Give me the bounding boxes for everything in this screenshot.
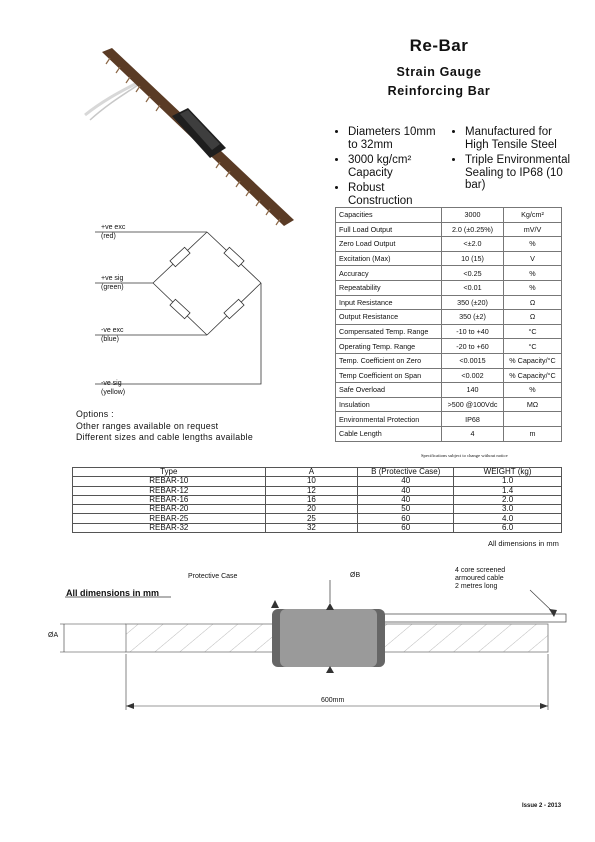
spec-unit: Ω xyxy=(504,310,562,325)
spec-unit: % Capacity/°C xyxy=(504,353,562,368)
table-row xyxy=(336,310,562,325)
feature-item: • Manufactured for High Tensile Steel xyxy=(465,126,578,151)
table-row xyxy=(336,383,562,398)
spec-parameter: Environmental Protection xyxy=(336,412,442,427)
spec-unit: mV/V xyxy=(504,222,562,237)
col-header-weight: WEIGHT (kg) xyxy=(454,468,562,477)
options-block xyxy=(76,409,253,444)
feature-item: • Robust Construction xyxy=(348,182,446,207)
wire-label-neg-exc: -ve exc (blue) xyxy=(101,327,124,343)
issue-label: Issue 2 - 2013 xyxy=(522,803,562,809)
table-row xyxy=(336,222,562,237)
table-row xyxy=(336,295,562,310)
spec-parameter: Compensated Temp. Range xyxy=(336,324,442,339)
cell-type: REBAR-32 xyxy=(73,523,266,532)
spec-note: Specifications subject to change without notice xyxy=(421,453,508,458)
table-row xyxy=(73,514,562,523)
spec-parameter: Insulation xyxy=(336,397,442,412)
cable-label: 4 core screened armoured cable 2 metres long xyxy=(455,567,506,590)
cell-type: REBAR-10 xyxy=(73,477,266,486)
table-row xyxy=(336,426,562,441)
spec-parameter: Temp. Coefficient on Zero xyxy=(336,353,442,368)
cell-a: 16 xyxy=(265,495,358,504)
table-row xyxy=(336,266,562,281)
cell-a: 12 xyxy=(265,486,358,495)
dimensions-table xyxy=(72,467,562,533)
options-line: Different sizes and cable lengths available xyxy=(76,432,254,442)
table-row xyxy=(73,505,562,514)
cell-a: 32 xyxy=(265,523,358,532)
spec-unit: % xyxy=(504,383,562,398)
spec-value: IP68 xyxy=(442,412,504,427)
table-row xyxy=(336,237,562,252)
cell-b: 50 xyxy=(358,505,454,514)
page-title: Re-Bar xyxy=(409,36,469,55)
spec-parameter: Repeatability xyxy=(336,280,442,295)
cell-weight: 1.0 xyxy=(454,477,562,486)
spec-parameter: Temp Coefficient on Span xyxy=(336,368,442,383)
spec-parameter: Input Resistance xyxy=(336,295,442,310)
features-list-left xyxy=(336,126,446,207)
spec-value: 140 xyxy=(442,383,504,398)
specifications-table xyxy=(335,207,562,442)
table-row xyxy=(336,353,562,368)
spec-parameter: Cable Length xyxy=(336,426,442,441)
spec-value: 350 (±20) xyxy=(442,295,504,310)
table-row xyxy=(73,495,562,504)
spec-value: 350 (±2) xyxy=(442,310,504,325)
cell-type: REBAR-20 xyxy=(73,505,266,514)
features-list-right xyxy=(453,126,578,192)
spec-value: 4 xyxy=(442,426,504,441)
length-label: 600mm xyxy=(321,697,345,704)
spec-value: 2.0 (±0.25%) xyxy=(442,222,504,237)
spec-value: 3000 xyxy=(442,208,504,223)
cell-a: 25 xyxy=(265,514,358,523)
feature-item: • 3000 kg/cm² Capacity xyxy=(348,154,446,179)
table-row xyxy=(336,324,562,339)
spec-unit: m xyxy=(504,426,562,441)
col-header-type: Type xyxy=(73,468,266,477)
dia-b-label: ØB xyxy=(350,572,361,579)
table-row xyxy=(336,208,562,223)
spec-parameter: Full Load Output xyxy=(336,222,442,237)
feature-item: • Diameters 10mm to 32mm xyxy=(348,126,446,151)
spec-unit: MΩ xyxy=(504,397,562,412)
table-row xyxy=(336,280,562,295)
cell-b: 60 xyxy=(358,523,454,532)
spec-unit: Kg/cm² xyxy=(504,208,562,223)
page-subtitle-1: Strain Gauge xyxy=(396,65,482,79)
spec-unit: % xyxy=(504,237,562,252)
spec-value: <±2.0 xyxy=(442,237,504,252)
spec-unit: °C xyxy=(504,324,562,339)
options-line: Other ranges available on request xyxy=(76,420,219,431)
spec-value: -10 to +40 xyxy=(442,324,504,339)
table-row xyxy=(336,368,562,383)
spec-parameter: Capacities xyxy=(336,208,442,223)
cell-weight: 6.0 xyxy=(454,523,562,532)
spec-parameter: Zero Load Output xyxy=(336,237,442,252)
spec-unit: V xyxy=(504,251,562,266)
drawing-title: All dimensions in mm xyxy=(66,588,160,598)
table-row xyxy=(73,486,562,495)
cell-type: REBAR-25 xyxy=(73,514,266,523)
col-header-b: B (Protective Case) xyxy=(358,468,454,477)
col-header-a: A xyxy=(265,468,358,477)
spec-unit: % Capacity/°C xyxy=(504,368,562,383)
spec-value: <0.002 xyxy=(442,368,504,383)
table-row xyxy=(73,523,562,532)
spec-unit: °C xyxy=(504,339,562,354)
spec-value: 10 (15) xyxy=(442,251,504,266)
bridge-circuit-diagram xyxy=(95,220,270,395)
cell-a: 20 xyxy=(265,505,358,514)
cell-b: 40 xyxy=(358,495,454,504)
table-row xyxy=(336,412,562,427)
spec-unit: % xyxy=(504,266,562,281)
spec-value: <0.01 xyxy=(442,280,504,295)
spec-unit: % xyxy=(504,280,562,295)
spec-value: -20 to +60 xyxy=(442,339,504,354)
dia-a-label: ØA xyxy=(48,632,59,639)
page-subtitle-2: Reinforcing Bar xyxy=(387,84,491,98)
spec-parameter: Excitation (Max) xyxy=(336,251,442,266)
feature-item: • Triple Environmental Sealing to IP68 (10 bar) xyxy=(465,154,578,192)
cell-b: 60 xyxy=(358,514,454,523)
cell-weight: 4.0 xyxy=(454,514,562,523)
cell-type: REBAR-12 xyxy=(73,486,266,495)
spec-parameter: Operating Temp. Range xyxy=(336,339,442,354)
spec-parameter: Safe Overload xyxy=(336,383,442,398)
spec-parameter: Output Resistance xyxy=(336,310,442,325)
wire-label-pos-sig: +ve sig (green) xyxy=(101,275,124,291)
cell-weight: 3.0 xyxy=(454,505,562,514)
cell-weight: 2.0 xyxy=(454,495,562,504)
cell-b: 40 xyxy=(358,477,454,486)
spec-value: <0.25 xyxy=(442,266,504,281)
rebar-product-photo xyxy=(80,40,310,240)
cell-weight: 1.4 xyxy=(454,486,562,495)
table-row xyxy=(336,397,562,412)
table-row xyxy=(336,339,562,354)
case-label: Protective Case xyxy=(188,573,238,580)
wire-label-pos-exc: +ve exc (red) xyxy=(101,224,126,240)
wire-label-neg-sig: -ve sig (yellow) xyxy=(101,380,126,396)
spec-parameter: Accuracy xyxy=(336,266,442,281)
options-heading: Options : xyxy=(76,409,114,419)
table-row xyxy=(73,477,562,486)
dims-note: All dimensions in mm xyxy=(488,539,559,548)
table-header-row xyxy=(73,468,562,477)
table-row xyxy=(336,251,562,266)
spec-value: >500 @100Vdc xyxy=(442,397,504,412)
spec-unit: Ω xyxy=(504,295,562,310)
cell-b: 40 xyxy=(358,486,454,495)
spec-value: <0.0015 xyxy=(442,353,504,368)
cell-type: REBAR-16 xyxy=(73,495,266,504)
cell-a: 10 xyxy=(265,477,358,486)
spec-unit xyxy=(504,412,562,427)
